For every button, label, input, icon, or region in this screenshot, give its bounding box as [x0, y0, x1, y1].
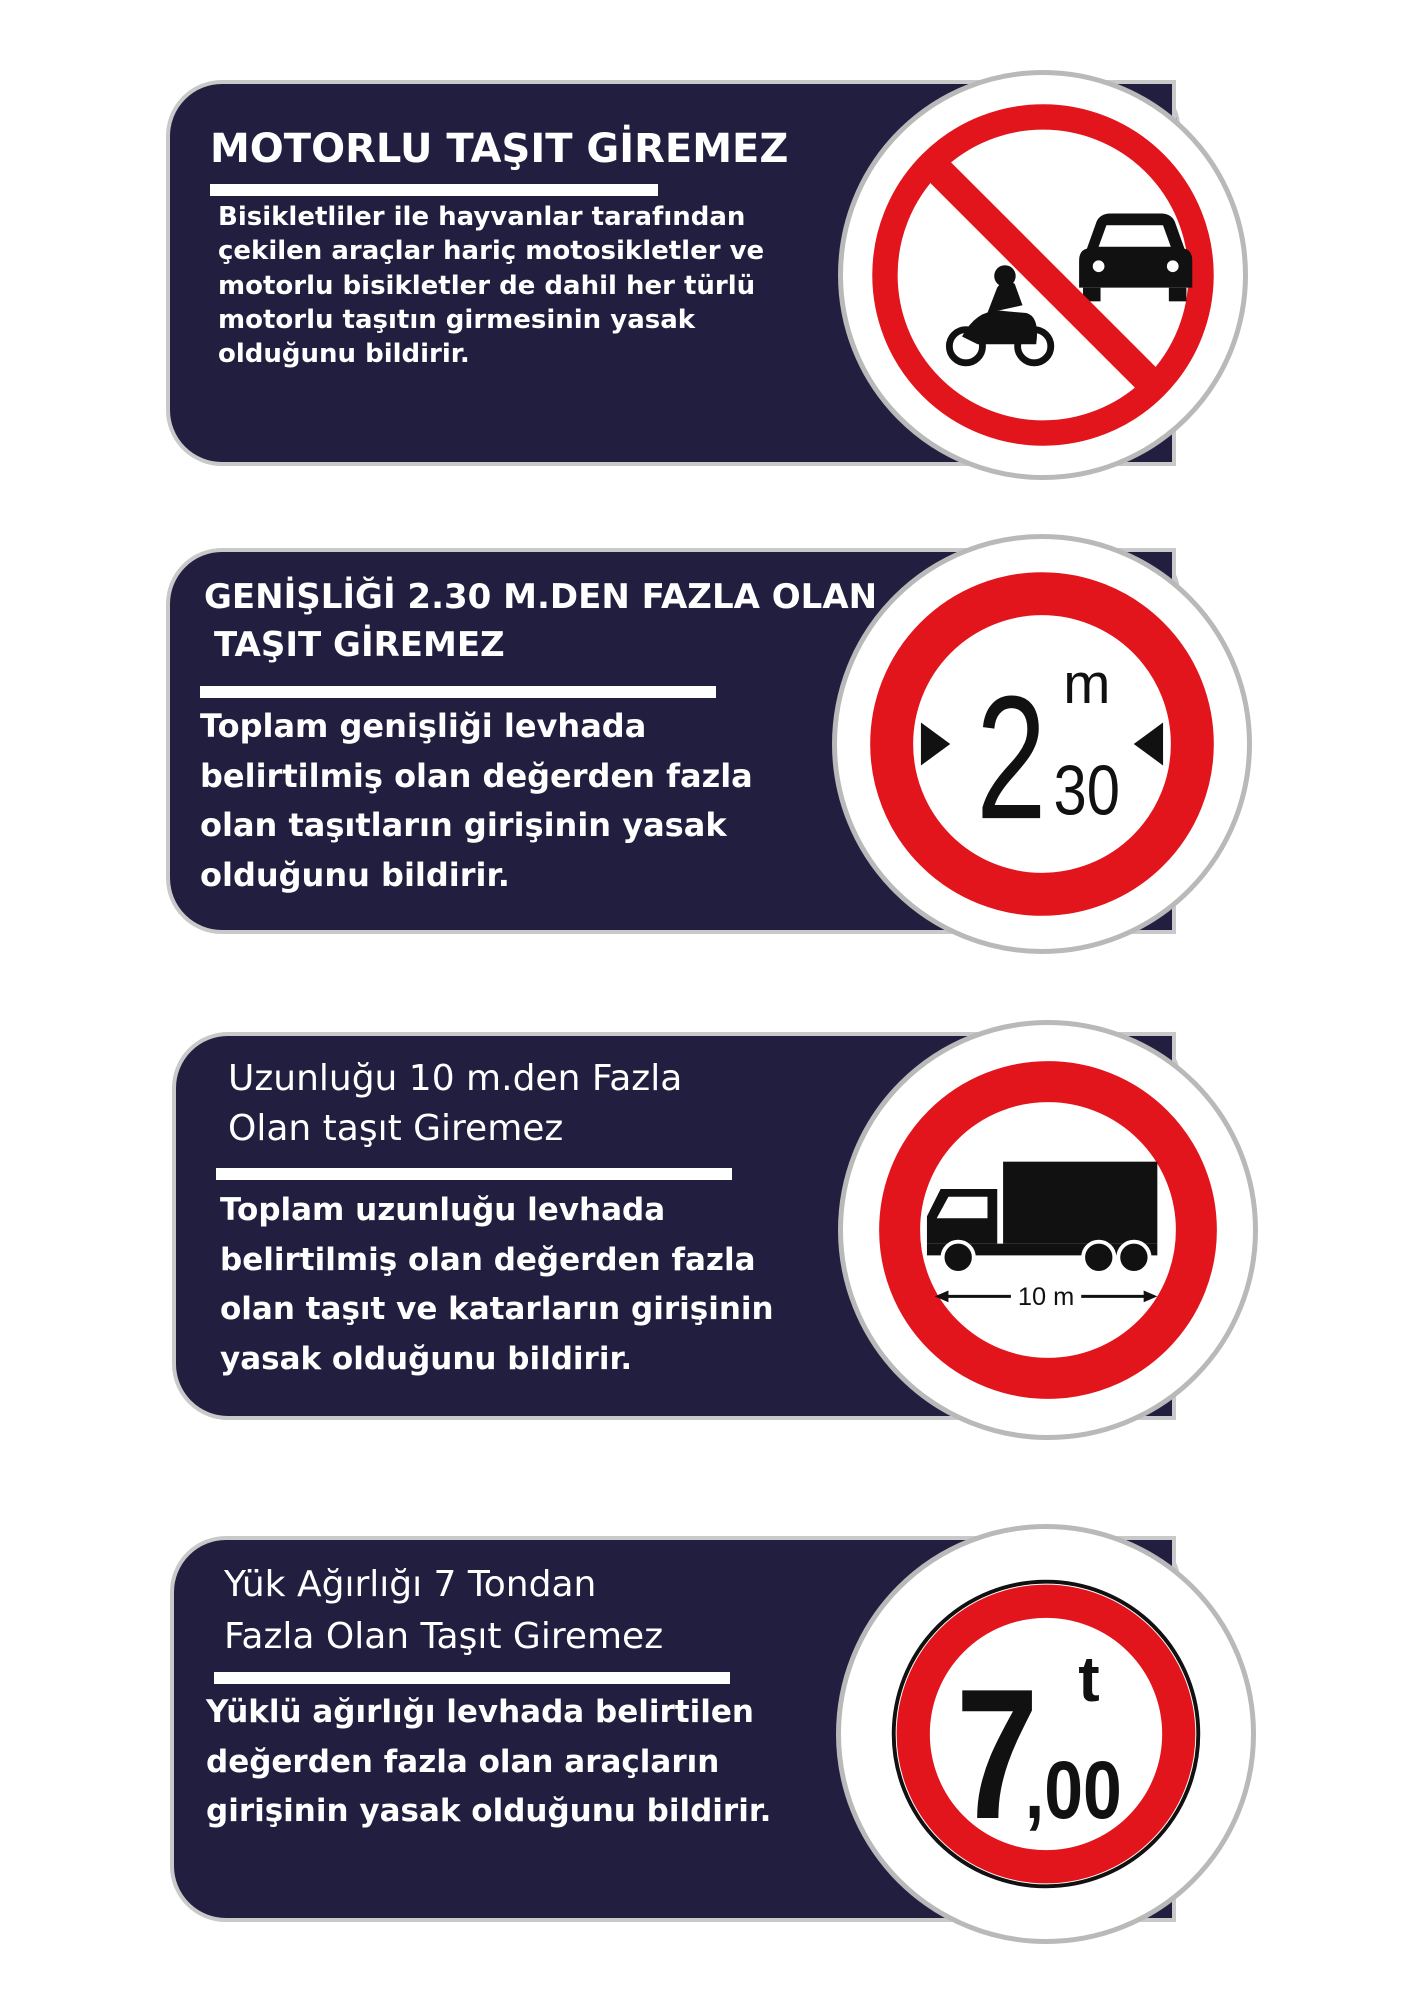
card-2-underline [200, 686, 716, 698]
card-3-title-line-1: Uzunluğu 10 m.den Fazla [228, 1058, 683, 1099]
sign-3-length-label: 10 m [1017, 1283, 1075, 1312]
sign-4-big-digit: 7 [955, 1650, 1039, 1858]
card-3-description: Toplam uzunluğu levhada belirtilmiş olan değerden fazla olan taşıt ve katarların girişinin yasak olduğunu bildirir. [220, 1192, 774, 1377]
max-weight-sign-icon [836, 1524, 1256, 1944]
card-1-underline [210, 184, 658, 196]
max-length-sign-icon [838, 1020, 1258, 1440]
card-4-title-line-2: Fazla Olan Taşıt Giremez [224, 1616, 664, 1657]
card-2-description: Toplam genişliği levhada belirtilmiş olan değerden fazla olan taşıtların girişinin yasak olduğunu bildirir. [200, 707, 753, 894]
sign-4-small-digits: ,00 [1024, 1744, 1122, 1837]
max-width-sign-icon [832, 534, 1252, 954]
card-2-title-line-1: GENİŞLİĞİ 2.30 M.DEN FAZLA OLAN [204, 577, 878, 617]
card-1-description: Bisikletliler ile hayvanlar tarafından çekilen araçlar hariç motosikletler ve motorlu bisikletler de dahil her türlü motorlu taşıtın girmesinin yasak olduğunu bildirir. [218, 202, 765, 370]
card-1-title: MOTORLU TAŞIT GİREMEZ [210, 126, 789, 172]
card-2-title-line-2: TAŞIT GİREMEZ [214, 625, 505, 665]
sign-4-unit: t [1078, 1642, 1100, 1715]
card-4-underline [214, 1672, 730, 1684]
card-4-title-line-1: Yük Ağırlığı 7 Tondan [224, 1564, 597, 1605]
sign-2-unit: m [1063, 652, 1111, 715]
card-3-underline [216, 1168, 732, 1180]
card-3-title-line-2: Olan taşıt Giremez [228, 1108, 564, 1149]
no-motor-vehicles-sign-icon [838, 70, 1248, 480]
sign-2-small-digits: 30 [1053, 750, 1120, 830]
card-4-description: Yüklü ağırlığı levhada belirtilen değerden fazla olan araçların girişinin yasak olduğunu bildirir. [206, 1694, 772, 1830]
sign-2-big-digit: 2 [976, 659, 1047, 857]
